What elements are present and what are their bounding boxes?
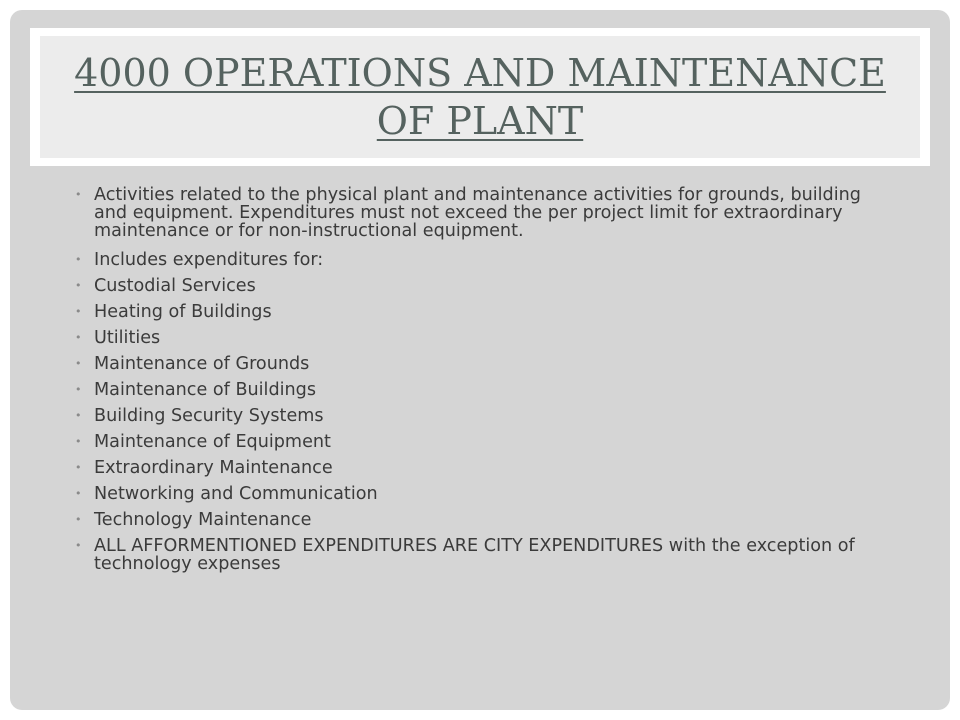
bullet-text: Maintenance of Equipment — [94, 432, 331, 452]
bullet-text: Utilities — [94, 328, 161, 348]
bullet-dot-icon: • — [75, 279, 82, 292]
bullet-dot-icon: • — [75, 539, 82, 552]
bullet-dot-icon: • — [75, 487, 82, 500]
bullet-item — [75, 459, 875, 477]
bullet-text: ALL AFFORMENTIONED EXPENDITURES ARE CITY EXPENDITURES with the exception of technology expenses — [94, 536, 855, 574]
bullet-dot-icon: • — [75, 435, 82, 448]
bullet-dot-icon: • — [75, 461, 82, 474]
bullet-item — [75, 511, 875, 529]
bullet-text: Includes expenditures for: — [94, 250, 324, 270]
bullet-dot-icon: • — [75, 409, 82, 422]
bullet-item — [75, 303, 875, 321]
bullet-item — [75, 355, 875, 373]
bullet-dot-icon: • — [75, 253, 82, 266]
title-line-1: 4000 OPERATIONS AND MAINTENANCE — [74, 51, 886, 95]
bullet-text: Technology Maintenance — [94, 510, 312, 530]
slide — [10, 10, 950, 710]
bullet-item — [75, 186, 875, 240]
bullet-item — [75, 277, 875, 295]
bullet-text: Heating of Buildings — [94, 302, 272, 322]
bullet-dot-icon: • — [75, 357, 82, 370]
bullet-list — [75, 186, 875, 573]
bullet-item — [75, 433, 875, 451]
bullet-text: Extraordinary Maintenance — [94, 458, 333, 478]
bullet-item — [75, 329, 875, 347]
bullet-dot-icon: • — [75, 305, 82, 318]
bullet-text: Activities related to the physical plant and maintenance activities for grounds, building and equipment. Expenditures must not exceed the per project limit for extraordinary maintenance or for non-instructional equipment. — [94, 185, 861, 241]
bullet-dot-icon: • — [75, 513, 82, 526]
bullet-text: Building Security Systems — [94, 406, 324, 426]
bullet-item — [75, 407, 875, 425]
slide-body — [75, 186, 875, 581]
bullet-dot-icon: • — [75, 331, 82, 344]
slide-title — [54, 49, 906, 145]
bullet-dot-icon: • — [75, 188, 82, 201]
bullet-item — [75, 381, 875, 399]
bullet-text: Maintenance of Buildings — [94, 380, 316, 400]
title-line-2: OF PLANT — [376, 99, 584, 143]
bullet-text: Custodial Services — [94, 276, 256, 296]
bullet-item — [75, 485, 875, 503]
bullet-text: Networking and Communication — [94, 484, 378, 504]
bullet-item — [75, 537, 875, 573]
title-frame — [30, 28, 930, 166]
bullet-dot-icon: • — [75, 383, 82, 396]
title-panel — [40, 36, 920, 158]
bullet-item — [75, 251, 875, 269]
bullet-text: Maintenance of Grounds — [94, 354, 310, 374]
